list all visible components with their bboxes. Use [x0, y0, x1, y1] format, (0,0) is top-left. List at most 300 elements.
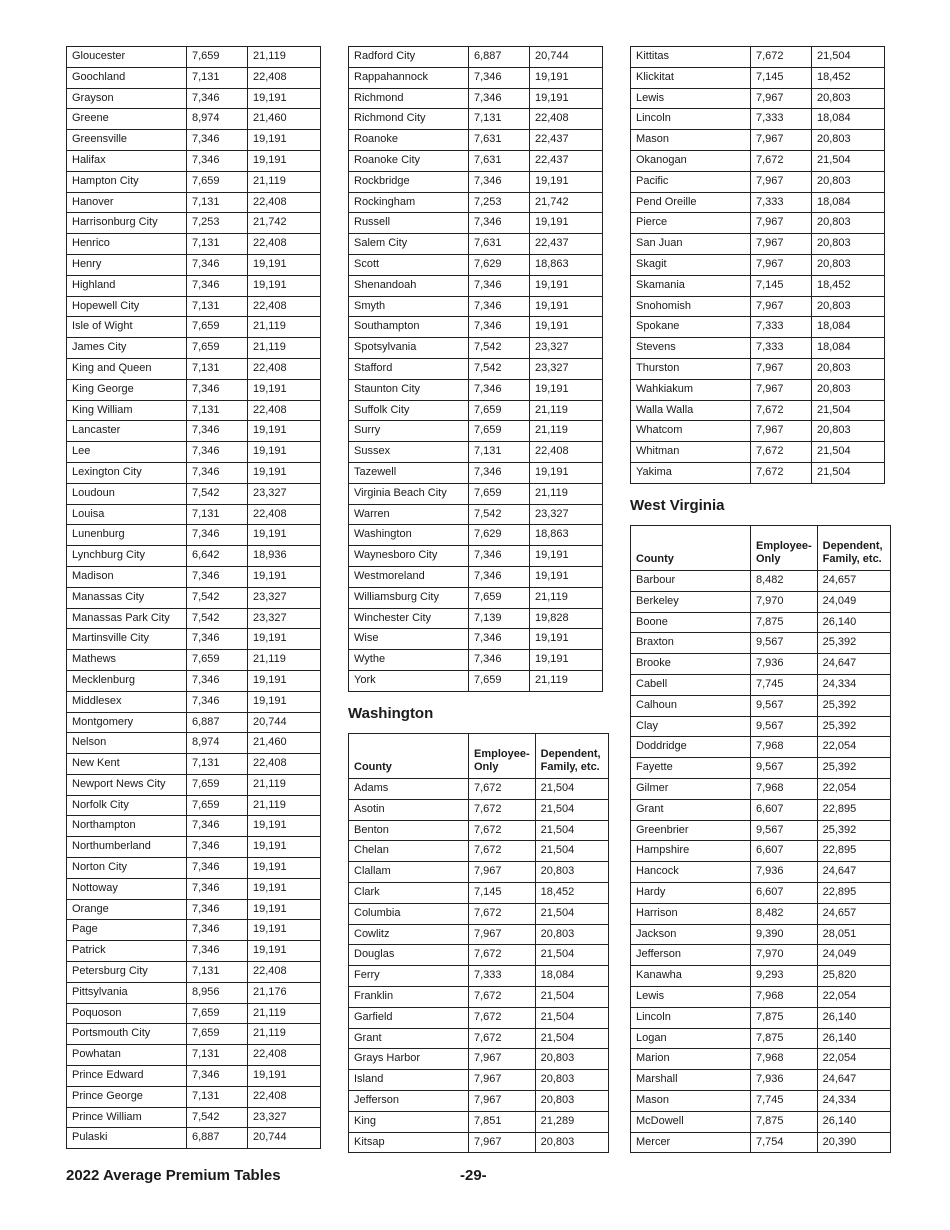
table-row	[631, 67, 885, 88]
county-name: Hopewell City	[67, 296, 187, 317]
table-row	[631, 171, 885, 192]
employee-only-premium: 7,131	[187, 192, 248, 213]
dependent-family-premium: 21,119	[248, 171, 321, 192]
table-row	[349, 546, 603, 567]
county-name: Lewis	[631, 986, 751, 1007]
dependent-family-premium: 21,504	[812, 400, 885, 421]
county-name: Montgomery	[67, 712, 187, 733]
dependent-family-premium: 21,504	[812, 442, 885, 463]
county-name: Gilmer	[631, 778, 751, 799]
employee-only-premium: 7,346	[187, 691, 248, 712]
table-row	[349, 150, 603, 171]
dependent-family-premium: 23,327	[530, 358, 603, 379]
employee-only-premium: 7,672	[469, 820, 536, 841]
employee-only-premium: 7,659	[187, 1024, 248, 1045]
dependent-family-premium: 20,803	[812, 234, 885, 255]
table-row	[67, 275, 321, 296]
dependent-family-premium: 21,504	[535, 1007, 608, 1028]
table-row	[631, 192, 885, 213]
dependent-family-premium: 19,191	[248, 254, 321, 275]
dependent-family-premium: 23,327	[248, 483, 321, 504]
table-row	[631, 1111, 891, 1132]
employee-only-premium: 7,851	[469, 1111, 536, 1132]
dependent-family-premium: 21,119	[248, 47, 321, 68]
table-row	[349, 109, 603, 130]
employee-only-premium: 7,346	[187, 525, 248, 546]
dependent-family-premium: 22,054	[817, 986, 890, 1007]
county-name: Prince George	[67, 1086, 187, 1107]
employee-only-premium: 7,346	[469, 317, 530, 338]
table-row	[631, 737, 891, 758]
employee-only-premium: 7,145	[751, 275, 812, 296]
employee-only-premium: 7,542	[187, 587, 248, 608]
dependent-family-premium: 20,803	[535, 924, 608, 945]
employee-only-premium: 7,875	[751, 1111, 818, 1132]
dependent-family-premium: 22,408	[248, 358, 321, 379]
dependent-family-premium: 19,191	[248, 88, 321, 109]
employee-only-premium: 7,139	[469, 608, 530, 629]
county-name: Hardy	[631, 882, 751, 903]
county-name: Hancock	[631, 862, 751, 883]
table-row	[631, 462, 885, 483]
table-row	[67, 462, 321, 483]
dependent-family-premium: 22,437	[530, 130, 603, 151]
employee-only-premium: 7,346	[187, 837, 248, 858]
employee-only-premium: 7,631	[469, 150, 530, 171]
county-name: Greene	[67, 109, 187, 130]
column-header: Employee- Only	[469, 734, 536, 779]
dependent-family-premium: 20,803	[812, 379, 885, 400]
table-row	[631, 1007, 891, 1028]
county-name: James City	[67, 338, 187, 359]
dependent-family-premium: 22,895	[817, 841, 890, 862]
county-name: Portsmouth City	[67, 1024, 187, 1045]
table-row	[67, 1128, 321, 1149]
dependent-family-premium: 21,504	[535, 799, 608, 820]
employee-only-premium: 7,131	[187, 296, 248, 317]
dependent-family-premium: 22,895	[817, 799, 890, 820]
table-row	[631, 799, 891, 820]
dependent-family-premium: 26,140	[817, 1007, 890, 1028]
county-name: Greenbrier	[631, 820, 751, 841]
dependent-family-premium: 18,084	[535, 966, 608, 987]
column-header: County	[349, 734, 469, 779]
county-name: Williamsburg City	[349, 587, 469, 608]
table-row	[349, 1132, 609, 1153]
county-name: Smyth	[349, 296, 469, 317]
dependent-family-premium: 24,647	[817, 862, 890, 883]
county-name: Northampton	[67, 816, 187, 837]
employee-only-premium: 7,936	[751, 862, 818, 883]
county-name: Waynesboro City	[349, 546, 469, 567]
employee-only-premium: 7,967	[751, 421, 812, 442]
table-row	[349, 192, 603, 213]
dependent-family-premium: 19,191	[530, 296, 603, 317]
dependent-family-premium: 21,119	[248, 774, 321, 795]
table-row	[67, 47, 321, 68]
dependent-family-premium: 18,084	[812, 109, 885, 130]
employee-only-premium: 7,131	[187, 234, 248, 255]
dependent-family-premium: 24,657	[817, 571, 890, 592]
column-header: Employee- Only	[751, 526, 818, 571]
table-row	[631, 820, 891, 841]
dependent-family-premium: 22,408	[248, 962, 321, 983]
dependent-family-premium: 19,191	[530, 67, 603, 88]
county-name: Wythe	[349, 650, 469, 671]
county-name: Lee	[67, 442, 187, 463]
table-row	[67, 150, 321, 171]
county-name: Lewis	[631, 88, 751, 109]
table-row	[67, 629, 321, 650]
dependent-family-premium: 21,119	[530, 483, 603, 504]
table-row	[631, 1090, 891, 1111]
county-name: Lexington City	[67, 462, 187, 483]
dependent-family-premium: 22,054	[817, 1049, 890, 1070]
county-name: Jefferson	[631, 945, 751, 966]
employee-only-premium: 7,131	[187, 962, 248, 983]
table-header-row	[349, 734, 609, 779]
county-name: Pend Oreille	[631, 192, 751, 213]
county-name: Salem City	[349, 234, 469, 255]
county-name: Scott	[349, 254, 469, 275]
dependent-family-premium: 25,820	[817, 966, 890, 987]
dependent-family-premium: 21,119	[248, 338, 321, 359]
table-row	[349, 1049, 609, 1070]
employee-only-premium: 7,346	[187, 920, 248, 941]
dependent-family-premium: 23,327	[530, 338, 603, 359]
dependent-family-premium: 19,191	[530, 629, 603, 650]
employee-only-premium: 6,607	[751, 841, 818, 862]
employee-only-premium: 7,542	[187, 1107, 248, 1128]
county-name: Henrico	[67, 234, 187, 255]
table-row	[631, 442, 885, 463]
employee-only-premium: 7,631	[469, 130, 530, 151]
county-name: Kitsap	[349, 1132, 469, 1153]
column-header: Dependent, Family, etc.	[535, 734, 608, 779]
table-row	[349, 608, 603, 629]
county-name: Logan	[631, 1028, 751, 1049]
employee-only-premium: 7,967	[751, 171, 812, 192]
table-row	[349, 799, 609, 820]
county-name: Wahkiakum	[631, 379, 751, 400]
dependent-family-premium: 24,647	[817, 1070, 890, 1091]
dependent-family-premium: 19,191	[248, 1066, 321, 1087]
county-name: King and Queen	[67, 358, 187, 379]
dependent-family-premium: 22,054	[817, 778, 890, 799]
dependent-family-premium: 20,803	[812, 171, 885, 192]
employee-only-premium: 9,293	[751, 966, 818, 987]
employee-only-premium: 7,346	[187, 130, 248, 151]
county-name: Shenandoah	[349, 275, 469, 296]
table-row	[67, 1107, 321, 1128]
county-name: Boone	[631, 612, 751, 633]
dependent-family-premium: 26,140	[817, 612, 890, 633]
employee-only-premium: 7,659	[187, 317, 248, 338]
county-name: Grays Harbor	[349, 1049, 469, 1070]
dependent-family-premium: 20,390	[817, 1132, 890, 1153]
table-row	[67, 338, 321, 359]
county-name: Middlesex	[67, 691, 187, 712]
dependent-family-premium: 23,327	[248, 608, 321, 629]
dependent-family-premium: 21,742	[248, 213, 321, 234]
table-row	[67, 878, 321, 899]
table-row	[349, 1007, 609, 1028]
dependent-family-premium: 19,191	[248, 670, 321, 691]
table-row	[349, 1090, 609, 1111]
county-name: Mercer	[631, 1132, 751, 1153]
table-row	[67, 608, 321, 629]
table-row	[631, 317, 885, 338]
dependent-family-premium: 21,504	[812, 462, 885, 483]
county-name: York	[349, 670, 469, 691]
table-row	[631, 862, 891, 883]
county-name: Norfolk City	[67, 795, 187, 816]
county-name: Lincoln	[631, 1007, 751, 1028]
table-row	[631, 612, 891, 633]
county-name: Benton	[349, 820, 469, 841]
county-name: Rappahannock	[349, 67, 469, 88]
dependent-family-premium: 18,084	[812, 338, 885, 359]
column-header: County	[631, 526, 751, 571]
county-name: Walla Walla	[631, 400, 751, 421]
county-name: Greensville	[67, 130, 187, 151]
employee-only-premium: 7,131	[187, 400, 248, 421]
table-row	[631, 1070, 891, 1091]
employee-only-premium: 7,745	[751, 1090, 818, 1111]
table-row	[67, 317, 321, 338]
dependent-family-premium: 21,460	[248, 109, 321, 130]
table-row	[67, 1086, 321, 1107]
county-name: Kanawha	[631, 966, 751, 987]
table-row	[349, 966, 609, 987]
table-row	[67, 587, 321, 608]
dependent-family-premium: 21,504	[535, 1028, 608, 1049]
employee-only-premium: 7,346	[187, 941, 248, 962]
employee-only-premium: 7,542	[469, 358, 530, 379]
county-name: Washington	[349, 525, 469, 546]
county-name: Staunton City	[349, 379, 469, 400]
table-row	[349, 213, 603, 234]
dependent-family-premium: 26,140	[817, 1028, 890, 1049]
county-name: Stafford	[349, 358, 469, 379]
table-row	[67, 358, 321, 379]
dependent-family-premium: 22,408	[248, 296, 321, 317]
county-name: Roanoke	[349, 130, 469, 151]
employee-only-premium: 7,346	[469, 88, 530, 109]
dependent-family-premium: 22,408	[248, 67, 321, 88]
county-name: Roanoke City	[349, 150, 469, 171]
table-row	[349, 88, 603, 109]
employee-only-premium: 7,346	[187, 566, 248, 587]
table-row	[67, 442, 321, 463]
employee-only-premium: 7,145	[469, 882, 536, 903]
county-name: Braxton	[631, 633, 751, 654]
employee-only-premium: 7,346	[187, 442, 248, 463]
employee-only-premium: 7,629	[469, 525, 530, 546]
table-row	[67, 1003, 321, 1024]
county-name: King William	[67, 400, 187, 421]
county-name: Manassas City	[67, 587, 187, 608]
dependent-family-premium: 19,191	[530, 317, 603, 338]
employee-only-premium: 7,346	[187, 816, 248, 837]
employee-only-premium: 7,659	[469, 400, 530, 421]
table-row	[67, 192, 321, 213]
dependent-family-premium: 20,744	[248, 712, 321, 733]
table-row	[67, 67, 321, 88]
employee-only-premium: 7,346	[187, 1066, 248, 1087]
table-row	[349, 130, 603, 151]
employee-only-premium: 7,145	[751, 67, 812, 88]
county-name: Manassas Park City	[67, 608, 187, 629]
county-name: King George	[67, 379, 187, 400]
washington-table	[348, 733, 609, 1153]
dependent-family-premium: 19,191	[248, 899, 321, 920]
table-row	[67, 296, 321, 317]
employee-only-premium: 7,659	[187, 795, 248, 816]
table-row	[631, 924, 891, 945]
table-row	[67, 171, 321, 192]
table-row	[67, 920, 321, 941]
dependent-family-premium: 22,408	[248, 504, 321, 525]
employee-only-premium: 7,131	[469, 109, 530, 130]
employee-only-premium: 7,967	[751, 88, 812, 109]
table-row	[631, 882, 891, 903]
employee-only-premium: 7,967	[469, 924, 536, 945]
table-row	[631, 571, 891, 592]
dependent-family-premium: 20,803	[812, 130, 885, 151]
employee-only-premium: 7,968	[751, 986, 818, 1007]
table-row	[349, 67, 603, 88]
table-row	[349, 254, 603, 275]
table-row	[631, 254, 885, 275]
employee-only-premium: 7,659	[469, 483, 530, 504]
county-name: Goochland	[67, 67, 187, 88]
table-row	[67, 400, 321, 421]
employee-only-premium: 7,659	[469, 587, 530, 608]
county-name: Harrison	[631, 903, 751, 924]
employee-only-premium: 9,567	[751, 633, 818, 654]
dependent-family-premium: 21,119	[530, 670, 603, 691]
table-row	[631, 1028, 891, 1049]
table-row	[349, 483, 603, 504]
dependent-family-premium: 22,408	[248, 754, 321, 775]
employee-only-premium: 9,567	[751, 716, 818, 737]
dependent-family-premium: 25,392	[817, 820, 890, 841]
employee-only-premium: 7,346	[187, 878, 248, 899]
employee-only-premium: 7,672	[469, 986, 536, 1007]
county-name: Westmoreland	[349, 566, 469, 587]
table-row	[67, 837, 321, 858]
dependent-family-premium: 19,191	[248, 462, 321, 483]
employee-only-premium: 7,346	[187, 379, 248, 400]
table-row	[67, 1024, 321, 1045]
table-row	[631, 338, 885, 359]
employee-only-premium: 7,131	[469, 442, 530, 463]
table-row	[631, 903, 891, 924]
dependent-family-premium: 21,119	[248, 1003, 321, 1024]
table-row	[349, 358, 603, 379]
dependent-family-premium: 19,191	[530, 275, 603, 296]
dependent-family-premium: 19,191	[530, 171, 603, 192]
dependent-family-premium: 21,119	[248, 317, 321, 338]
table-row	[67, 795, 321, 816]
dependent-family-premium: 22,895	[817, 882, 890, 903]
county-name: Virginia Beach City	[349, 483, 469, 504]
west-virginia-heading: West Virginia	[630, 497, 725, 514]
employee-only-premium: 6,887	[187, 712, 248, 733]
table-row	[349, 566, 603, 587]
employee-only-premium: 7,333	[751, 338, 812, 359]
employee-only-premium: 6,642	[187, 546, 248, 567]
dependent-family-premium: 24,334	[817, 1090, 890, 1111]
employee-only-premium: 7,967	[469, 1132, 536, 1153]
dependent-family-premium: 25,392	[817, 633, 890, 654]
dependent-family-premium: 19,191	[530, 88, 603, 109]
table-row	[631, 150, 885, 171]
county-name: Rockbridge	[349, 171, 469, 192]
dependent-family-premium: 19,191	[248, 150, 321, 171]
employee-only-premium: 7,672	[469, 1028, 536, 1049]
table-row	[349, 587, 603, 608]
dependent-family-premium: 21,176	[248, 982, 321, 1003]
county-name: Franklin	[349, 986, 469, 1007]
employee-only-premium: 7,542	[187, 483, 248, 504]
county-name: Hanover	[67, 192, 187, 213]
county-name: Newport News City	[67, 774, 187, 795]
dependent-family-premium: 20,803	[535, 1049, 608, 1070]
dependent-family-premium: 21,119	[530, 421, 603, 442]
county-name: Skamania	[631, 275, 751, 296]
employee-only-premium: 7,346	[469, 296, 530, 317]
employee-only-premium: 7,968	[751, 737, 818, 758]
table-row	[349, 234, 603, 255]
table-row	[349, 670, 603, 691]
county-name: McDowell	[631, 1111, 751, 1132]
table-row	[631, 695, 891, 716]
employee-only-premium: 6,887	[187, 1128, 248, 1149]
employee-only-premium: 7,346	[187, 275, 248, 296]
employee-only-premium: 7,754	[751, 1132, 818, 1153]
dependent-family-premium: 21,504	[535, 779, 608, 800]
table-row	[67, 1045, 321, 1066]
table-row	[67, 858, 321, 879]
county-name: Thurston	[631, 358, 751, 379]
dependent-family-premium: 19,191	[530, 379, 603, 400]
county-name: Grayson	[67, 88, 187, 109]
dependent-family-premium: 20,803	[812, 254, 885, 275]
employee-only-premium: 7,875	[751, 1028, 818, 1049]
dependent-family-premium: 26,140	[817, 1111, 890, 1132]
table-row	[349, 462, 603, 483]
dependent-family-premium: 20,803	[812, 358, 885, 379]
table-row	[349, 421, 603, 442]
table-row	[349, 504, 603, 525]
county-name: Russell	[349, 213, 469, 234]
table-row	[67, 130, 321, 151]
county-name: Berkeley	[631, 591, 751, 612]
dependent-family-premium: 21,504	[812, 150, 885, 171]
dependent-family-premium: 19,191	[248, 379, 321, 400]
dependent-family-premium: 19,191	[530, 213, 603, 234]
employee-only-premium: 7,346	[187, 150, 248, 171]
dependent-family-premium: 18,084	[812, 317, 885, 338]
dependent-family-premium: 20,803	[812, 421, 885, 442]
county-name: Jefferson	[349, 1090, 469, 1111]
county-name: Kittitas	[631, 47, 751, 68]
employee-only-premium: 7,346	[469, 275, 530, 296]
dependent-family-premium: 19,191	[248, 941, 321, 962]
employee-only-premium: 7,672	[469, 841, 536, 862]
